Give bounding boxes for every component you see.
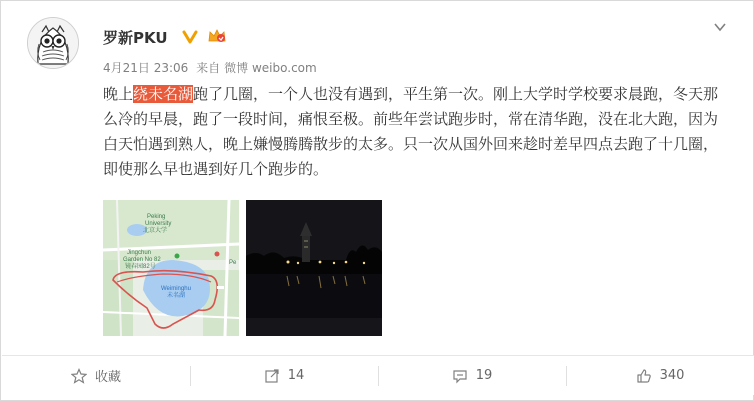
favorite-label: 收藏	[94, 370, 121, 385]
like-button[interactable]	[566, 356, 754, 395]
night-lake-photo	[246, 200, 382, 336]
post-meta	[103, 59, 321, 76]
repost-button[interactable]	[190, 356, 378, 395]
map-label-peking: Peking	[147, 214, 166, 220]
map-label-garden: Garden No 82	[123, 257, 161, 263]
star-icon	[71, 368, 87, 384]
owl-avatar-icon	[28, 18, 78, 68]
favorite-button[interactable]	[2, 356, 190, 395]
map-label-weiminghu: Weiminghu	[161, 286, 191, 292]
comment-icon	[452, 368, 468, 384]
comment-button[interactable]	[378, 356, 566, 395]
map-label-garden-cn: 镜春园82号	[125, 264, 156, 270]
action-bar	[2, 355, 754, 395]
like-count: 340	[659, 368, 685, 383]
map-label-university-cn: 北京大学	[143, 228, 168, 234]
post-text-highlight: 绕未名湖	[133, 85, 194, 103]
map-label-university: University	[145, 221, 172, 227]
map-label-weiminghu-cn: 未名湖	[167, 293, 186, 299]
vip-crown-icon[interactable]	[207, 29, 227, 43]
avatar[interactable]	[27, 17, 79, 69]
comment-count: 19	[475, 368, 493, 383]
post-date[interactable]: 4月21日 23:06	[103, 61, 189, 75]
post-text-after: 跑了几圈，一个人也没有遇到，平生第一次。刚上大学时学校要求晨跑，冬天那么冷的早晨，跑了一段时间，痛恨至极。前些年尝试跑步时，常在清华跑，没在北大跑，因为白天怕遇到熟人，晚上嫌慢腾腾散步的太多。只一次从国外回来趁时差早四点去跑了十几圈，即使那么早也遇到好几个跑步的。	[103, 85, 719, 178]
repost-icon	[264, 368, 280, 384]
post-text-before: 晚上	[103, 85, 134, 103]
source-prefix: 来自	[196, 61, 221, 75]
verified-badge-icon	[182, 28, 198, 44]
username[interactable]: 罗新PKU	[103, 29, 168, 47]
chevron-down-icon[interactable]	[713, 20, 727, 34]
map-label-jingchun: Jingchun	[127, 250, 152, 256]
map-label-side: Pe	[229, 260, 237, 266]
night-photo-thumbnail[interactable]	[246, 200, 382, 336]
post-text	[103, 82, 723, 182]
map-image-thumbnail[interactable]	[103, 200, 239, 336]
repost-count: 14	[287, 368, 305, 383]
post-source[interactable]: 微博 weibo.com	[224, 61, 317, 75]
thumbs-up-icon	[636, 368, 652, 384]
